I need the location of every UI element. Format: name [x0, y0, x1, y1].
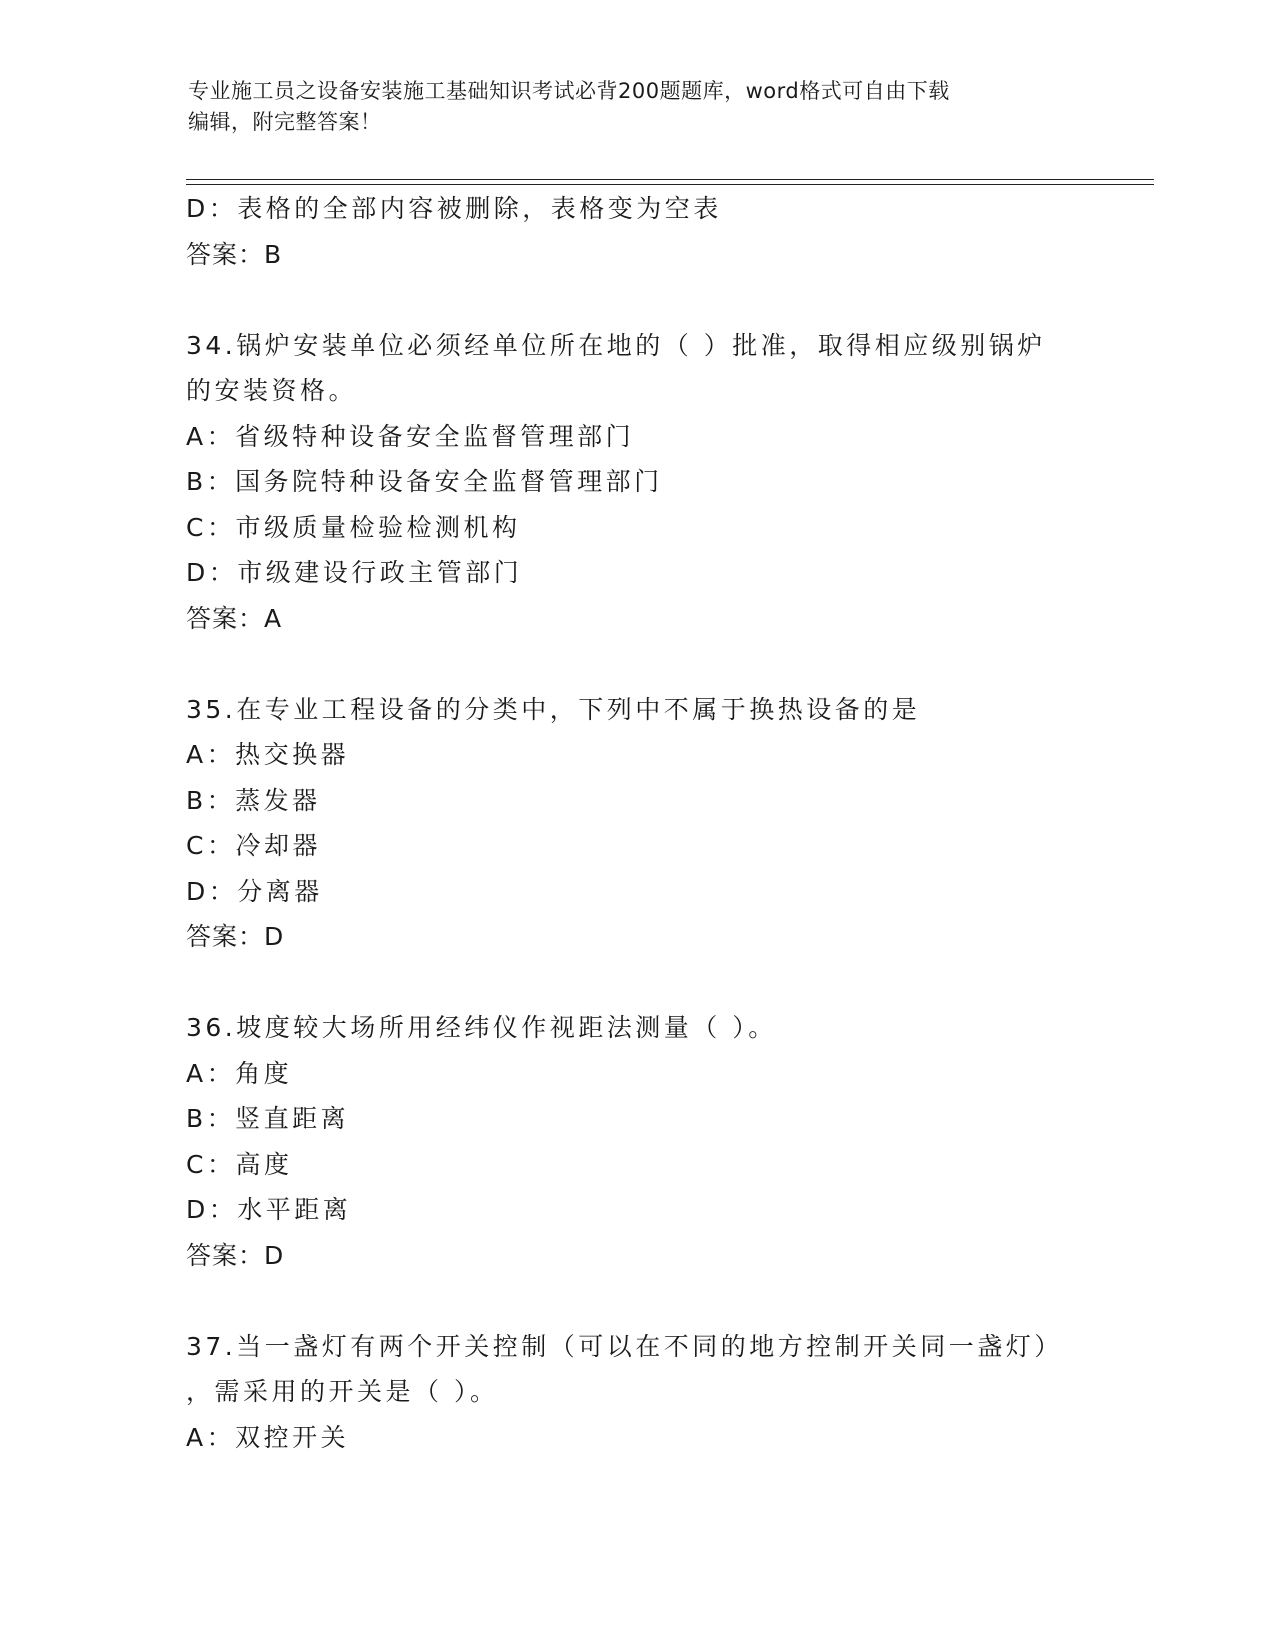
question-35-option-a: A：热交换器 — [186, 740, 350, 769]
spacer — [186, 277, 1086, 323]
question-34 — [186, 323, 1086, 642]
document-header — [188, 76, 1088, 138]
previous-option-d: D：表格的全部内容被删除，表格变为空表 — [186, 194, 722, 223]
header-divider-bottom — [186, 184, 1154, 185]
spacer — [186, 1278, 1086, 1324]
question-36-option-d: D：水平距离 — [186, 1195, 352, 1224]
question-36-option-a: A：角度 — [186, 1058, 293, 1088]
question-35-option-c: C：冷却器 — [186, 831, 321, 860]
question-35-option-d: D：分离器 — [186, 876, 323, 906]
header-line-1: 专业施工员之设备安装施工基础知识考试必背200题题库，word格式可自由下载 — [188, 79, 950, 103]
question-content — [186, 186, 1086, 1460]
spacer — [186, 960, 1086, 1006]
previous-answer: 答案：B — [186, 239, 283, 269]
spacer — [186, 641, 1086, 687]
question-36-option-c: C：高度 — [186, 1149, 293, 1179]
question-37 — [186, 1324, 1086, 1461]
question-35-option-b: B：蒸发器 — [186, 785, 321, 815]
question-34-text-line-1: 34.锅炉安装单位必须经单位所在地的（ ）批准，取得相应级别锅炉 — [186, 330, 1046, 360]
question-36-option-b: B：竖直距离 — [186, 1104, 350, 1133]
question-34-option-c: C：市级质量检验检测机构 — [186, 512, 521, 542]
question-37-text-line-1: 37.当一盏灯有两个开关控制（可以在不同的地方控制开关同一盏灯） — [186, 1331, 1063, 1361]
question-34-option-d: D：市级建设行政主管部门 — [186, 558, 523, 587]
header-divider-top — [186, 179, 1154, 180]
header-line-2: 编辑，附完整答案！ — [188, 110, 382, 134]
question-34-option-a: A：省级特种设备安全监督管理部门 — [186, 421, 635, 451]
question-34-text-line-2: 的安装资格。 — [186, 376, 358, 405]
question-37-text-line-2: ，需采用的开关是（ ）。 — [186, 1377, 499, 1406]
question-37-option-a: A：双控开关 — [186, 1422, 350, 1452]
question-35-text-line-1: 35.在专业工程设备的分类中，下列中不属于换热设备的是 — [186, 694, 921, 724]
question-36 — [186, 1005, 1086, 1278]
question-34-answer: 答案：A — [186, 603, 283, 633]
question-36-text-line-1: 36.坡度较大场所用经纬仪作视距法测量（ ）。 — [186, 1013, 777, 1042]
question-34-option-b: B：国务院特种设备安全监督管理部门 — [186, 467, 663, 496]
question-36-answer: 答案：D — [186, 1240, 285, 1270]
question-35 — [186, 687, 1086, 960]
question-35-answer: 答案：D — [186, 922, 285, 951]
